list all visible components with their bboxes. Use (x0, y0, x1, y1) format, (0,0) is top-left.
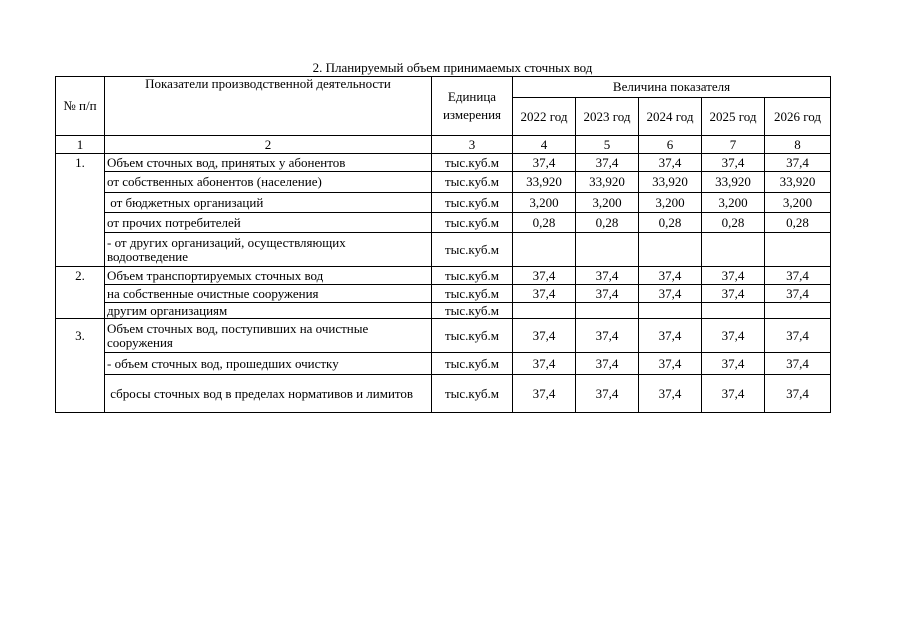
col-number: 4 (513, 136, 576, 154)
row-number (56, 172, 105, 193)
row-value: 3,200 (765, 193, 831, 213)
row-value (576, 303, 639, 319)
col-number: 1 (56, 136, 105, 154)
row-value: 33,920 (765, 172, 831, 193)
row-value: 37,4 (639, 353, 702, 375)
row-value: 37,4 (702, 267, 765, 285)
row-value (765, 303, 831, 319)
row-number (56, 285, 105, 303)
row-label: на собственные очистные сооружения (105, 285, 432, 303)
row-label: от прочих потребителей (105, 213, 432, 233)
table-row (56, 353, 831, 375)
row-value: 37,4 (639, 267, 702, 285)
row-value: 33,920 (702, 172, 765, 193)
row-value: 37,4 (639, 375, 702, 413)
row-label: от бюджетных организаций (105, 193, 432, 213)
table-row (56, 154, 831, 172)
row-unit: тыс.куб.м (432, 375, 513, 413)
row-number: 2. (56, 267, 105, 285)
row-label: - объем сточных вод, прошедших очистку (105, 353, 432, 375)
table-row (56, 375, 831, 413)
table-row (56, 303, 831, 319)
table-title: 2. Планируемый объем принимаемых сточных вод (312, 60, 593, 75)
row-value: 37,4 (765, 375, 831, 413)
row-number: 3. (56, 319, 105, 353)
row-unit: тыс.куб.м (432, 319, 513, 353)
row-value: 37,4 (765, 154, 831, 172)
row-unit: тыс.куб.м (432, 353, 513, 375)
table-row (56, 213, 831, 233)
row-unit: тыс.куб.м (432, 267, 513, 285)
header-indicators: Показатели производственной деятельности (105, 77, 432, 136)
row-number (56, 353, 105, 375)
row-value: 33,920 (513, 172, 576, 193)
row-value: 37,4 (702, 375, 765, 413)
row-value: 37,4 (576, 154, 639, 172)
row-number: 1. (56, 154, 105, 172)
row-unit: тыс.куб.м (432, 233, 513, 267)
header-year: 2023 год (576, 98, 639, 136)
col-number: 2 (105, 136, 432, 154)
row-unit: тыс.куб.м (432, 303, 513, 319)
row-label: другим организациям (105, 303, 432, 319)
row-value (513, 303, 576, 319)
row-value: 37,4 (513, 353, 576, 375)
wastewater-table (55, 76, 831, 413)
row-value (576, 233, 639, 267)
table-row (56, 285, 831, 303)
row-value: 0,28 (513, 213, 576, 233)
row-value: 37,4 (513, 375, 576, 413)
row-value: 3,200 (702, 193, 765, 213)
col-number: 5 (576, 136, 639, 154)
header-year: 2022 год (513, 98, 576, 136)
row-value: 0,28 (576, 213, 639, 233)
row-value (765, 233, 831, 267)
header-value: Величина показателя (513, 77, 831, 98)
row-unit: тыс.куб.м (432, 172, 513, 193)
table-row (56, 193, 831, 213)
header-year: 2025 год (702, 98, 765, 136)
row-label: Объем транспортируемых сточных вод (105, 267, 432, 285)
row-value: 37,4 (576, 285, 639, 303)
row-value: 37,4 (639, 319, 702, 353)
row-label: Объем сточных вод, поступивших на очистные сооружения (105, 319, 432, 353)
row-value: 37,4 (765, 353, 831, 375)
row-value: 0,28 (639, 213, 702, 233)
header-unit: Единица измерения (432, 77, 513, 136)
table-row (56, 233, 831, 267)
row-value: 37,4 (702, 285, 765, 303)
row-value: 3,200 (576, 193, 639, 213)
row-value (702, 303, 765, 319)
row-number (56, 193, 105, 213)
row-unit: тыс.куб.м (432, 154, 513, 172)
header-num: № п/п (56, 77, 105, 136)
row-value: 37,4 (513, 319, 576, 353)
row-value: 37,4 (765, 319, 831, 353)
row-value: 37,4 (639, 285, 702, 303)
row-label: - от других организаций, осуществляющих водоотведение (105, 233, 432, 267)
row-value: 37,4 (702, 154, 765, 172)
row-value: 37,4 (576, 267, 639, 285)
row-label: Объем сточных вод, принятых у абонентов (105, 154, 432, 172)
row-value: 3,200 (513, 193, 576, 213)
row-label: сбросы сточных вод в пределах нормативов и лимитов (105, 375, 432, 413)
row-value: 37,4 (513, 154, 576, 172)
col-number: 7 (702, 136, 765, 154)
row-value: 0,28 (765, 213, 831, 233)
table-row (56, 172, 831, 193)
row-number (56, 303, 105, 319)
row-value: 37,4 (765, 285, 831, 303)
header-year: 2026 год (765, 98, 831, 136)
col-number: 3 (432, 136, 513, 154)
row-unit: тыс.куб.м (432, 213, 513, 233)
row-value: 37,4 (513, 267, 576, 285)
header-year: 2024 год (639, 98, 702, 136)
row-value: 37,4 (765, 267, 831, 285)
row-value: 37,4 (576, 319, 639, 353)
row-value: 37,4 (639, 154, 702, 172)
row-unit: тыс.куб.м (432, 285, 513, 303)
col-number: 8 (765, 136, 831, 154)
row-value: 37,4 (513, 285, 576, 303)
row-value: 37,4 (576, 353, 639, 375)
col-number: 6 (639, 136, 702, 154)
row-value: 0,28 (702, 213, 765, 233)
row-value: 33,920 (639, 172, 702, 193)
row-value (513, 233, 576, 267)
row-value: 37,4 (702, 353, 765, 375)
row-number (56, 213, 105, 233)
row-number (56, 233, 105, 267)
row-value (639, 303, 702, 319)
row-value: 3,200 (639, 193, 702, 213)
row-value (639, 233, 702, 267)
row-value: 37,4 (576, 375, 639, 413)
row-number (56, 375, 105, 413)
row-value: 37,4 (702, 319, 765, 353)
table-row (56, 319, 831, 353)
row-label: от собственных абонентов (население) (105, 172, 432, 193)
row-value: 33,920 (576, 172, 639, 193)
row-unit: тыс.куб.м (432, 193, 513, 213)
row-value (702, 233, 765, 267)
table-row (56, 267, 831, 285)
